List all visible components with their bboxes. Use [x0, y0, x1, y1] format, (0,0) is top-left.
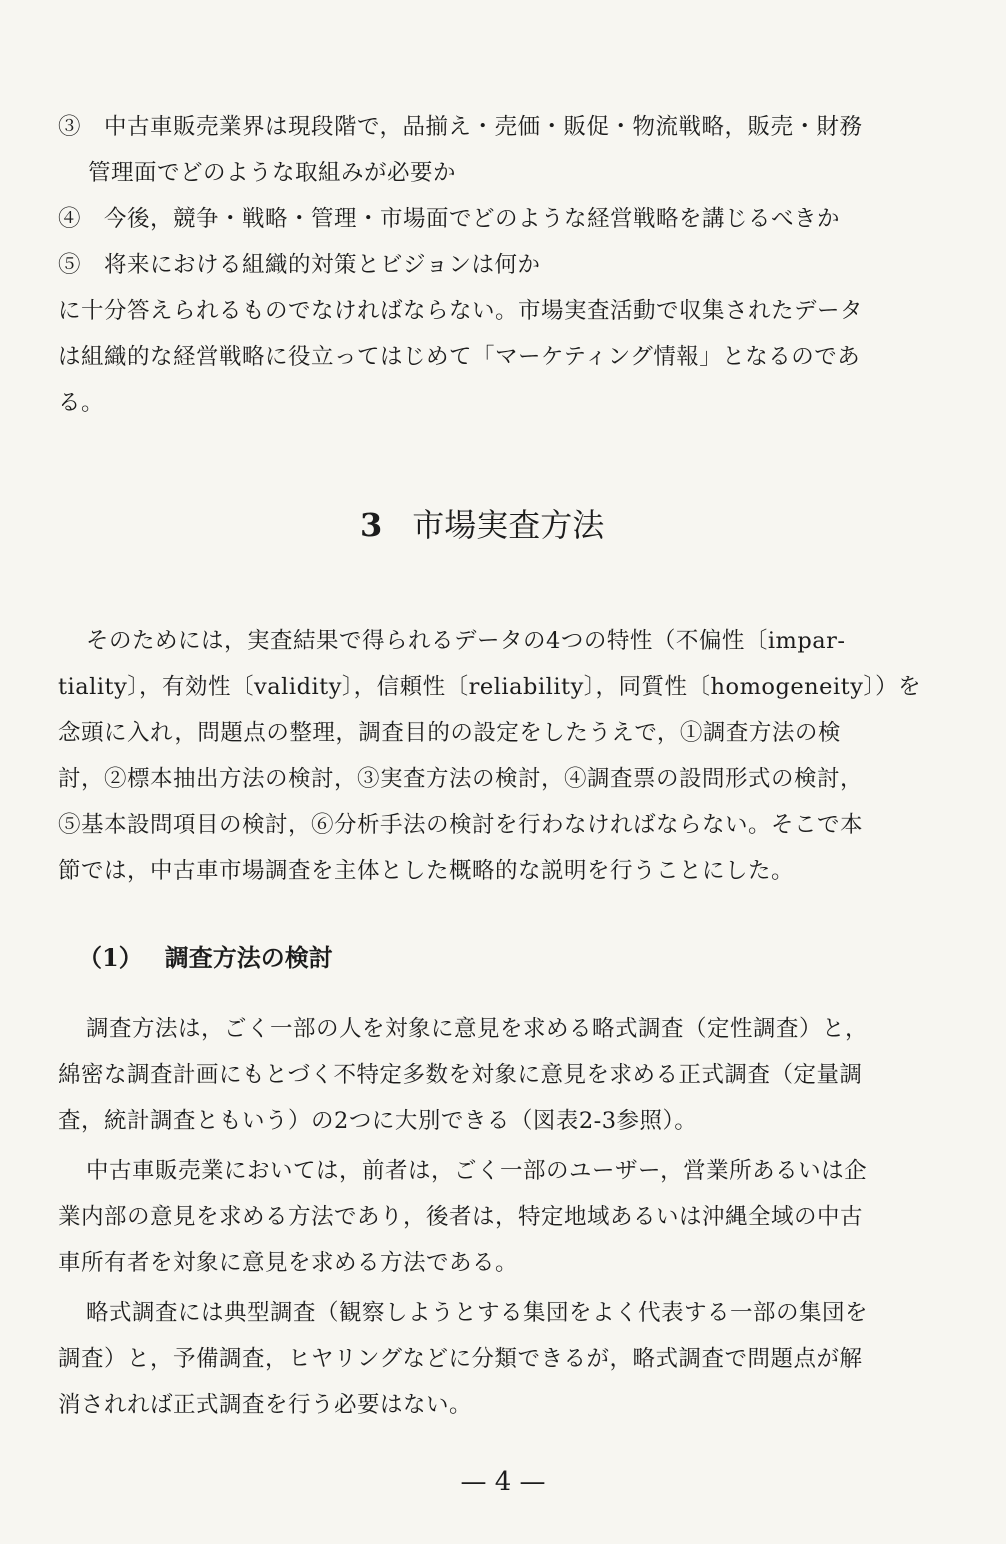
body-paragraph-1-line-1: 調査方法は，ごく一部の人を対象に意見を求める略式調査（定性調査）と， [86, 1016, 869, 1042]
page-number: — 4 — [460, 1467, 546, 1497]
body-paragraph-3 [58, 1290, 948, 1428]
closing-paragraph-line-2: は組織的な経営戦略に役立ってはじめて「マーケティング情報」となるのであ [58, 344, 861, 370]
closing-paragraph-line-3: る。 [58, 390, 105, 416]
body-paragraph-2-line-1: 中古車販売業においては，前者は，ごく一部のユーザー，営業所あるいは企 [86, 1158, 868, 1184]
body-paragraph-3-line-1: 略式調査には典型調査（観察しようとする集団をよく代表する一部の集団を [86, 1300, 869, 1326]
intro-paragraph-line-2: tiality〕，有効性〔validity〕，信頼性〔reliability〕，同質性〔homogeneity〕）を [58, 674, 922, 700]
body-paragraph-3-line-2: 調査）と，予備調査，ヒヤリングなどに分類できるが，略式調査で問題点が解 [58, 1346, 863, 1372]
list-item-3 [58, 104, 948, 196]
list-item-5 [58, 242, 948, 288]
list-item-4 [58, 196, 948, 242]
intro-paragraph-line-6: 節では，中古車市場調査を主体とした概略的な説明を行うことにした。 [58, 858, 795, 884]
body-paragraph-3-line-3: 消されれば正式調査を行う必要はない。 [58, 1392, 473, 1418]
subsection-title: 調査方法の検討 [164, 943, 333, 972]
list-item-3-line-1: ③ 中古車販売業界は現段階で，品揃え・売価・販促・物流戦略，販売・財務 [58, 114, 863, 140]
body-paragraph-2-line-2: 業内部の意見を求める方法であり，後者は，特定地域あるいは沖縄全域の中古 [58, 1204, 864, 1230]
body-paragraph-2-line-3: 車所有者を対象に意見を求める方法である。 [58, 1250, 519, 1276]
intro-paragraph-line-5: ⑤基本設問項目の検討，⑥分析手法の検討を行わなければならない。そこで本 [58, 812, 864, 838]
section-number: 3 [360, 506, 383, 544]
section-title: 市場実査方法 [412, 506, 605, 544]
subsection-number: （1） [78, 943, 143, 972]
intro-paragraph-line-3: 念頭に入れ，問題点の整理，調査目的の設定をしたうえで，①調査方法の検 [58, 720, 841, 746]
intro-paragraph [58, 618, 948, 894]
list-item-3-line-2: 管理面でどのような取組みが必要か [88, 160, 457, 186]
list-item-4-line-1: ④ 今後，競争・戦略・管理・市場面でどのような経営戦略を講じるべきか [58, 206, 841, 232]
body-paragraph-2 [58, 1148, 948, 1286]
subsection-heading [78, 935, 333, 981]
body-paragraph-1-line-2: 綿密な調査計画にもとづく不特定多数を対象に意見を求める正式調査（定量調 [58, 1062, 863, 1088]
section-heading [360, 500, 604, 550]
intro-paragraph-line-4: 討，②標本抽出方法の検討，③実査方法の検討，④調査票の設問形式の検討， [58, 766, 864, 792]
closing-paragraph [58, 288, 948, 426]
body-paragraph-1-line-3: 査，統計調査ともいう）の2つに大別できる（図表2-3参照）。 [58, 1108, 698, 1134]
list-item-5-line-1: ⑤ 将来における組織的対策とビジョンは何か [58, 252, 541, 278]
closing-paragraph-line-1: に十分答えられるものでなければならない。市場実査活動で収集されたデータ [58, 298, 864, 324]
intro-paragraph-line-1: そのためには，実査結果で得られるデータの4つの特性（不偏性〔impar- [86, 628, 846, 654]
body-paragraph-1 [58, 1006, 948, 1144]
